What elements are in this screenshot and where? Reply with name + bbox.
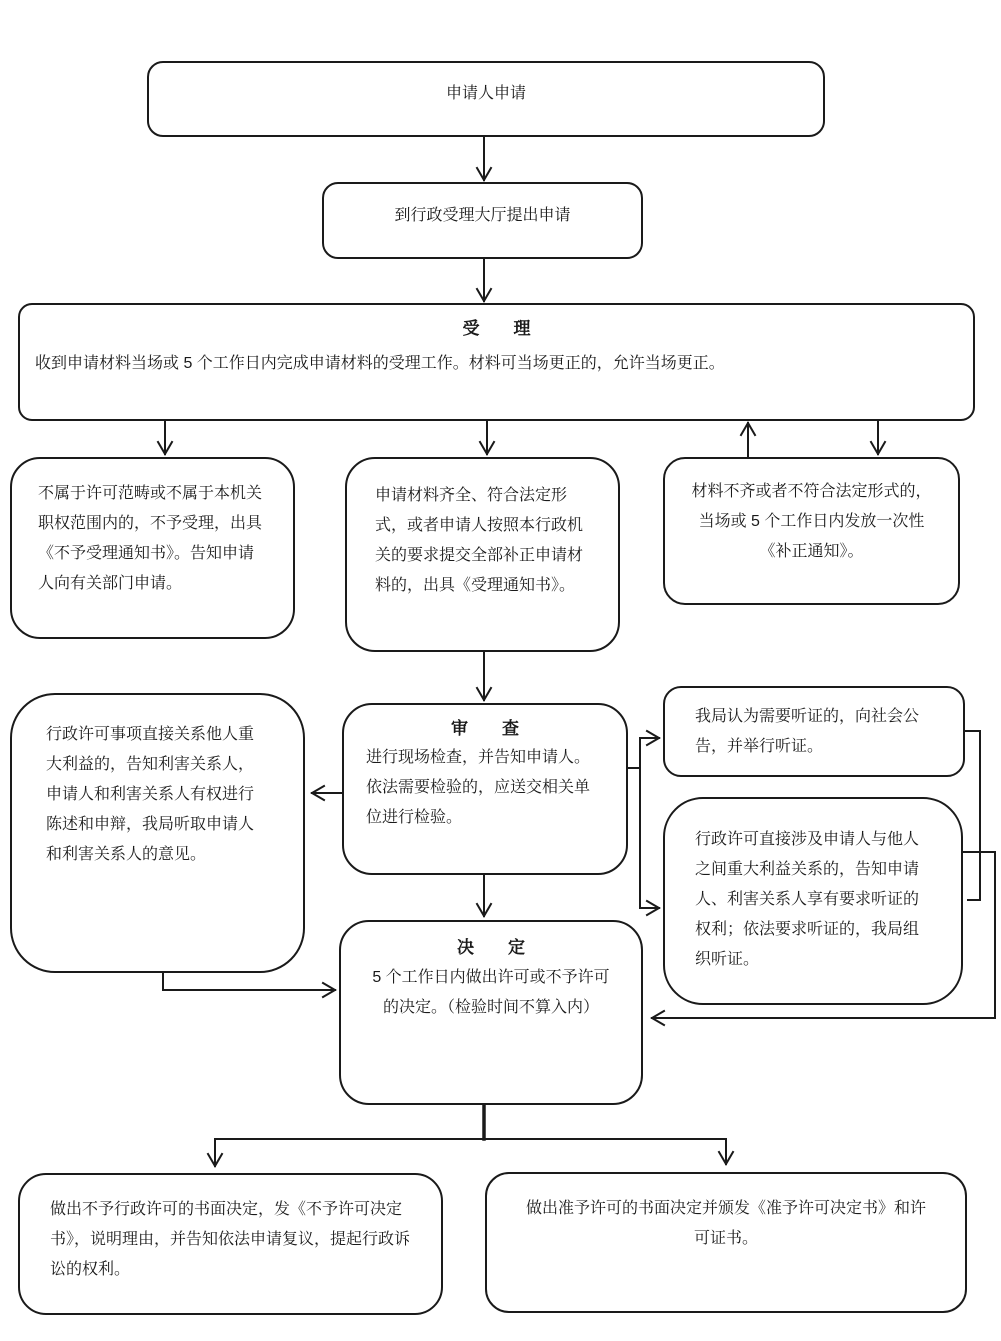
connector-review-to-hearings <box>628 731 659 915</box>
connector-stakeholder-to-decision <box>163 973 335 997</box>
node-not-accepted <box>10 457 295 639</box>
node-applicant-apply <box>147 61 825 137</box>
node-deny-license-label: 做出不予行政许可的书面决定，发《不予许可决定书》，说明理由，并告知依法申请复议，提起行政诉讼的权利。 <box>50 1201 411 1278</box>
node-public-hearing-label: 我局认为需要听证的，向社会公告，并举行听证。 <box>695 708 920 755</box>
node-review-body: 进行现场检查，并告知申请人。依法需要检验的，应送交相关单位进行检验。 <box>366 749 591 826</box>
arrow-accept-to-reject <box>158 421 172 454</box>
node-materials-complete <box>345 457 620 652</box>
decision-split-bar <box>208 1139 733 1166</box>
node-deny-license <box>18 1173 443 1315</box>
node-grant-license <box>485 1172 967 1313</box>
arrow-complete-to-review <box>477 653 491 700</box>
node-review-title: 审 查 <box>451 719 519 738</box>
node-not-accepted-label: 不属于许可范畴或不属于本机关职权范围内的，不予受理，出具《不予受理通知书》。告知申请人向有关部门申请。 <box>38 485 263 592</box>
node-requested-hearing <box>663 797 963 1005</box>
arrow-accept-to-incomplete <box>871 421 885 454</box>
node-materials-incomplete-label: 材料不齐或者不符合法定形式的，当场或 5 个工作日内发放一次性《补正通知》。 <box>691 483 932 560</box>
node-decision <box>339 920 643 1105</box>
arrow-review-to-stakeholder <box>312 786 342 800</box>
node-service-hall-label: 到行政受理大厅提出申请 <box>394 207 571 224</box>
node-materials-incomplete <box>663 457 960 605</box>
node-decision-title: 决 定 <box>457 938 525 957</box>
node-acceptance-body: 收到申请材料当场或 5 个工作日内完成申请材料的受理工作。材料可当场更正的，允许当场更正。 <box>35 355 725 372</box>
node-stakeholder-notice <box>10 693 305 973</box>
node-decision-body: 5 个工作日内做出许可或不予许可的决定。（检验时间不算入内） <box>372 969 610 1016</box>
node-public-hearing <box>663 686 965 777</box>
node-review <box>342 703 628 875</box>
arrow-apply-to-hall <box>477 138 491 180</box>
node-acceptance <box>18 303 975 421</box>
arrow-incomplete-to-accept <box>741 423 755 456</box>
arrow-review-to-decision <box>477 876 491 916</box>
arrow-hall-to-accept <box>477 260 491 301</box>
node-service-hall <box>322 182 643 259</box>
connector-hearing-public-to-hearing-request <box>965 731 980 900</box>
arrow-accept-to-complete <box>480 421 494 454</box>
node-acceptance-title: 受 理 <box>462 319 531 338</box>
node-applicant-apply-label: 申请人申请 <box>445 85 526 102</box>
node-materials-complete-label: 申请材料齐全、符合法定形式，或者申请人按照本行政机关的要求提交全部补正申请材料的，出具《受理通知书》。 <box>375 487 584 594</box>
node-grant-license-label: 做出准予许可的书面决定并颁发《准予许可决定书》和许可证书。 <box>525 1200 926 1247</box>
node-requested-hearing-label: 行政许可直接涉及申请人与他人之间重大利益关系的，告知申请人、利害关系人享有要求听证的权利；依法要求听证的，我局组织听证。 <box>695 831 920 968</box>
node-stakeholder-notice-label: 行政许可事项直接关系他人重大利益的，告知利害关系人，申请人和利害关系人有权进行陈述和申辩，我局听取申请人和利害关系人的意见。 <box>46 726 255 863</box>
